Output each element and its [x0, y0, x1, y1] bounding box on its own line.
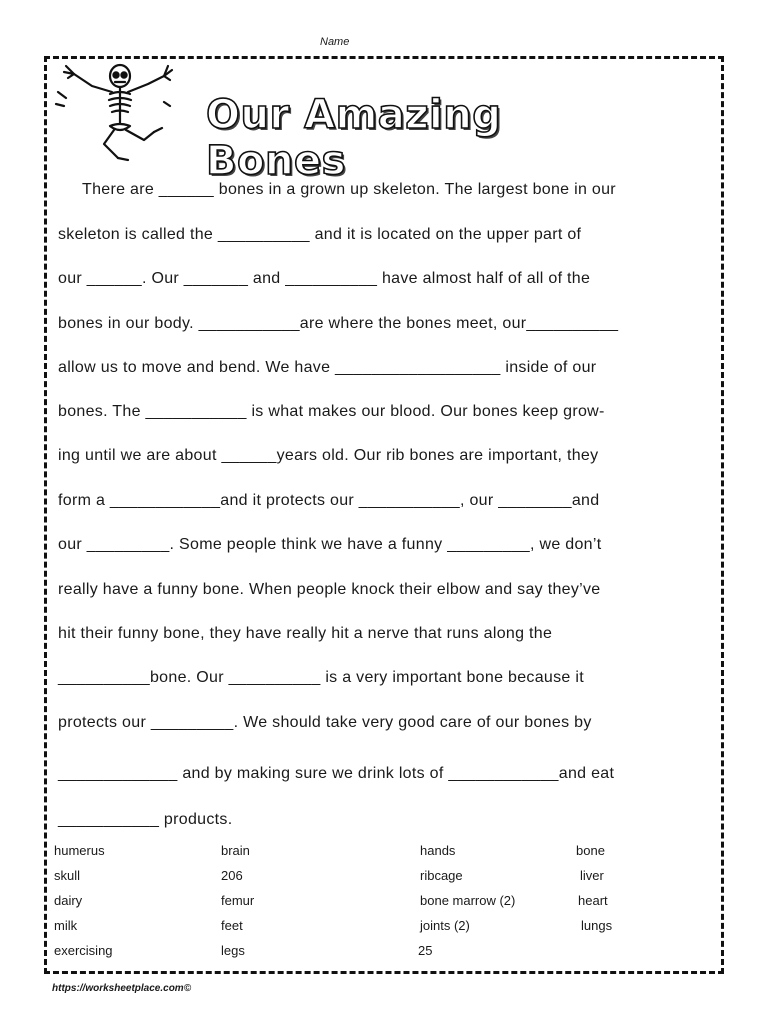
word-bank-item: liver — [580, 868, 604, 883]
word-bank-item: femur — [221, 893, 255, 908]
word-bank-item: dairy — [54, 893, 83, 908]
word-bank-item: 206 — [221, 868, 243, 883]
text-line: hit their funny bone, they have really hit a nerve that runs along the — [58, 625, 553, 642]
word-bank-item: brain — [221, 843, 250, 858]
word-bank-item: hands — [420, 843, 456, 858]
text-line: ing until we are about ______years old. Our rib bones are important, they — [58, 447, 599, 464]
word-bank-item: heart — [578, 893, 608, 908]
word-bank-item: joints (2) — [420, 918, 470, 933]
text-line: really have a funny bone. When people knock their elbow and say they’ve — [58, 581, 601, 598]
word-bank-item: legs — [221, 943, 245, 958]
word-bank-item: skull — [54, 868, 81, 883]
dancing-skeleton-icon — [52, 62, 174, 168]
word-bank-item: feet — [221, 918, 243, 933]
word-bank-item: bone marrow (2) — [420, 893, 516, 908]
word-bank-item: lungs — [581, 918, 613, 933]
text-line: protects our _________. We should take very good care of our bones by — [58, 714, 592, 731]
text-line: skeleton is called the __________ and it is located on the upper part of — [58, 226, 582, 243]
text-line: _____________ and by making sure we drink lots of ____________and eat — [58, 765, 615, 782]
word-bank-item: humerus — [54, 843, 105, 858]
text-line: form a ____________and it protects our ___________, our ________and — [58, 492, 600, 509]
name-label: Name — [320, 36, 350, 48]
text-line: our ______. Our _______ and __________ have almost half of all of the — [58, 270, 591, 287]
word-bank-item: bone — [576, 843, 605, 858]
text-line: allow us to move and bend. We have __________________ inside of our — [58, 359, 597, 376]
text-line: There are ______ bones in a grown up skeleton. The largest bone in our — [82, 181, 616, 198]
word-bank-item: ribcage — [420, 868, 463, 883]
text-line: __________bone. Our __________ is a very important bone because it — [58, 669, 584, 686]
word-bank-item: milk — [54, 918, 78, 933]
footer-credit: https://worksheetplace.com© — [52, 983, 192, 994]
text-line: ___________ products. — [58, 811, 233, 828]
text-line: our _________. Some people think we have a funny _________, we don’t — [58, 536, 602, 553]
text-line: bones in our body. ___________are where the bones meet, our__________ — [58, 315, 619, 332]
worksheet-title: Our Amazing Bones — [206, 92, 502, 184]
word-bank-item: 25 — [418, 943, 433, 958]
text-line: bones. The ___________ is what makes our blood. Our bones keep grow- — [58, 403, 605, 420]
word-bank-item: exercising — [54, 943, 113, 958]
